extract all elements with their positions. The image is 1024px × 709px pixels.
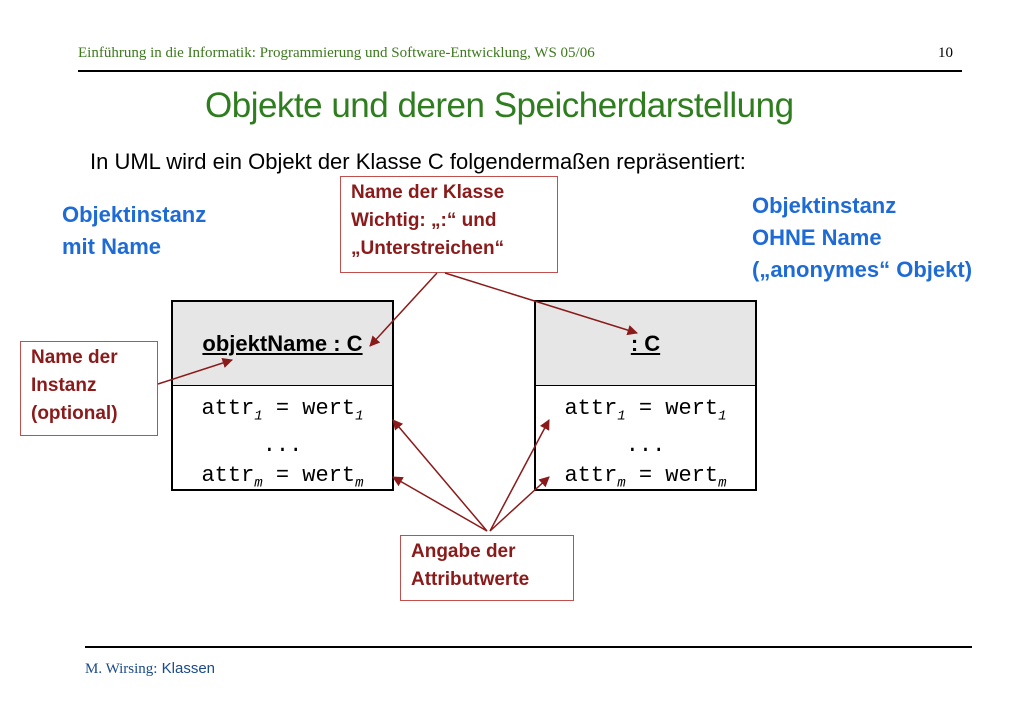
callout-line: (optional) bbox=[31, 403, 118, 424]
arrow-attr-to-anon-m bbox=[490, 477, 549, 531]
arrow-instance-to-name bbox=[158, 360, 232, 384]
note-line: („anonymes“ Objekt) bbox=[752, 257, 973, 282]
note-line: OHNE Name bbox=[752, 225, 882, 250]
attribute-row-1: attr$_1$ = wert$_1$ bbox=[564, 396, 727, 425]
footer-author: M. Wirsing: bbox=[85, 661, 158, 677]
arrow-attr-to-anon-1 bbox=[490, 420, 549, 531]
callout-line: Name der Klasse bbox=[351, 182, 505, 203]
footer-rule bbox=[85, 646, 972, 648]
callout-line: Attributwerte bbox=[411, 569, 530, 590]
object-name-label: objektName : C bbox=[202, 330, 363, 356]
callout-line: „Unterstreichen“ bbox=[351, 238, 505, 259]
slide-title: Objekte und deren Speicherdarstellung bbox=[205, 86, 794, 125]
note-line: mit Name bbox=[62, 234, 162, 259]
callout-line: Name der bbox=[31, 347, 118, 368]
attribute-ellipsis: ... bbox=[262, 433, 303, 459]
callout-line: Angabe der bbox=[411, 541, 516, 562]
page-number: 10 bbox=[938, 45, 953, 61]
attribute-row-1: attr$_1$ = wert$_1$ bbox=[201, 396, 364, 425]
intro-text: In UML wird ein Objekt der Klasse C folgendermaßen repräsentiert: bbox=[90, 149, 746, 174]
arrow-attr-to-named-m bbox=[393, 477, 487, 531]
object-name-label: : C bbox=[630, 330, 661, 356]
footer bbox=[85, 660, 215, 678]
note-line: Objektinstanz bbox=[752, 193, 897, 218]
arrow-class-to-named bbox=[370, 273, 437, 346]
footer-topic: Klassen bbox=[161, 660, 216, 677]
attribute-ellipsis: ... bbox=[625, 433, 666, 459]
header-course: Einführung in die Informatik: Programmierung und Software-Entwicklung, WS 05/06 bbox=[78, 45, 595, 61]
callout-line: Wichtig: „:“ und bbox=[351, 210, 497, 231]
attribute-row-m: attr$_m$ = wert$_m$ bbox=[564, 463, 727, 492]
attribute-row-m: attr$_m$ = wert$_m$ bbox=[201, 463, 364, 492]
arrow-attr-to-named-1 bbox=[393, 420, 487, 531]
note-line: Objektinstanz bbox=[62, 202, 207, 227]
callout-line: Instanz bbox=[31, 375, 97, 396]
arrow-class-to-anon bbox=[445, 273, 637, 333]
